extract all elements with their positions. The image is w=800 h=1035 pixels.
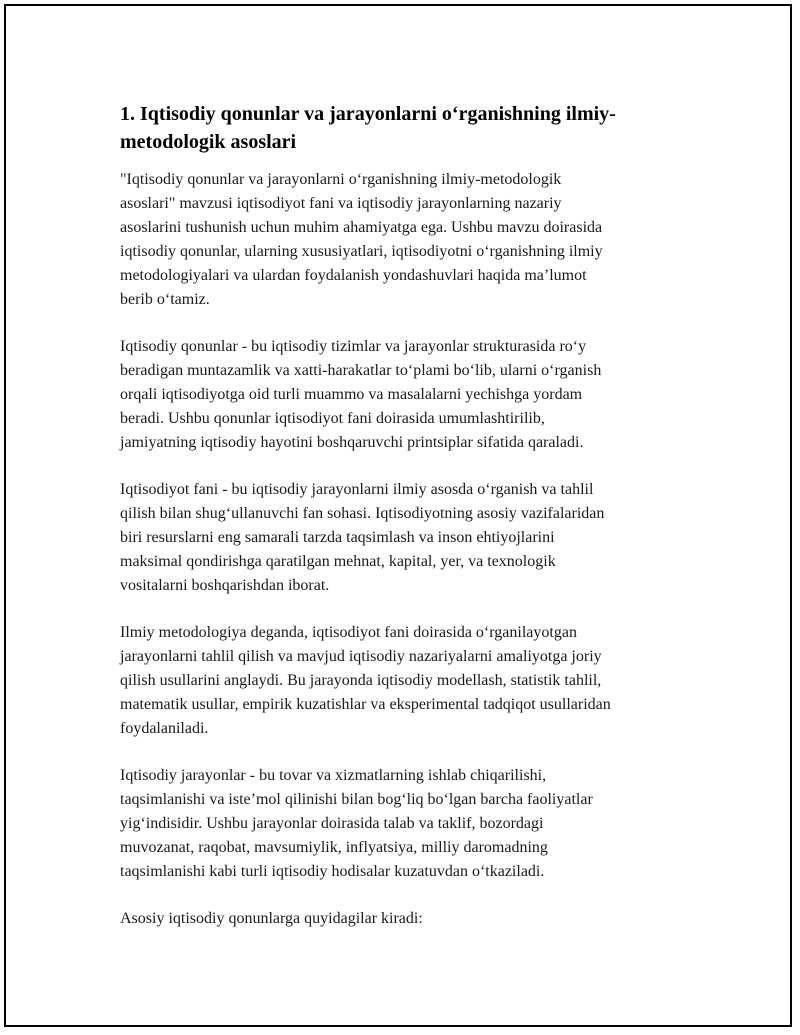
paragraph-economic-laws: Iqtisodiy qonunlar - bu iqtisodiy tizimlar va jarayonlar strukturasida ro‘y beradigan muntazamlik va xatti-harakatlar to‘plami bo‘lib, ularni o‘rganish orqali iqtisodiyotga oid turli muammo va masalalarni yechishga yordam beradi. Ushbu qonunlar iqtisodiyot fani doirasida umumlashtirilib, jamiyatning iqtisodiy hayotini boshqaruvchi printsiplar sifatida qaraladi.: [120, 338, 602, 451]
document-title: [120, 100, 690, 156]
paragraph-economics-science: Iqtisodiyot fani - bu iqtisodiy jarayonlarni ilmiy asosda o‘rganish va tahlil qilish bilan shug‘ullanuvchi fan sohasi. Iqtisodiyotning asosiy vazifalaridan biri resurslarni eng samarali tarzda taqsimlash va inson ehtiyojlarini maksimal qondirishga qaratilgan mehnat, kapital, yer, va texnologik vositalarni boshqarishdan iborat.: [120, 481, 605, 594]
paragraph-intro: "Iqtisodiy qonunlar va jarayonlarni o‘rganishning ilmiy-metodologik asoslari" mavzusi iqtisodiyot fani va iqtisodiy jarayonlarning nazariy asoslarini tushunish uchun muhim ahamiyatga ega. Ushbu mavzu doirasida iqtisodiy qonunlar, ularning xususiyatlari, iqtisodiyotni o‘rganishning ilmiy metodologiyalari va ulardan foydalanish yondashuvlari haqida ma’lumot berib o‘tamiz.: [120, 171, 603, 308]
paragraph-economic-processes: Iqtisodiy jarayonlar - bu tovar va xizmatlarning ishlab chiqarilishi, taqsimlanishi va iste’mol qilinishi bilan bog‘liq bo‘lgan barcha faoliyatlar yig‘indisidir. Ushbu jarayonlar doirasida talab va taklif, bozordagi muvozanat, raqobat, mavsumiylik, inflyatsiya, milliy daromadning taqsimlanishi kabi turli iqtisodiy hodisalar kuzatuvdan o‘tkaziladi.: [120, 767, 593, 880]
paragraph-list-intro: Asosiy iqtisodiy qonunlarga quyidagilar kiradi:: [120, 910, 423, 927]
page-frame: [4, 4, 792, 1027]
document-body: [120, 100, 690, 954]
paragraph-scientific-methodology: Ilmiy metodologiya deganda, iqtisodiyot fani doirasida o‘rganilayotgan jarayonlarni tahlil qilish va mavjud iqtisodiy nazariyalarni amaliyotga joriy qilish usullarini anglaydi. Bu jarayonda iqtisodiy modellash, statistik tahlil, matematik usullar, empirik kuzatishlar va eksperimental tadqiqot usullaridan foydalaniladi.: [120, 624, 611, 737]
document-title-line-1: 1. Iqtisodiy qonunlar va jarayonlarni o‘rganishning ilmiy-: [120, 103, 616, 125]
document-title-line-2: metodologik asoslari: [120, 131, 297, 153]
